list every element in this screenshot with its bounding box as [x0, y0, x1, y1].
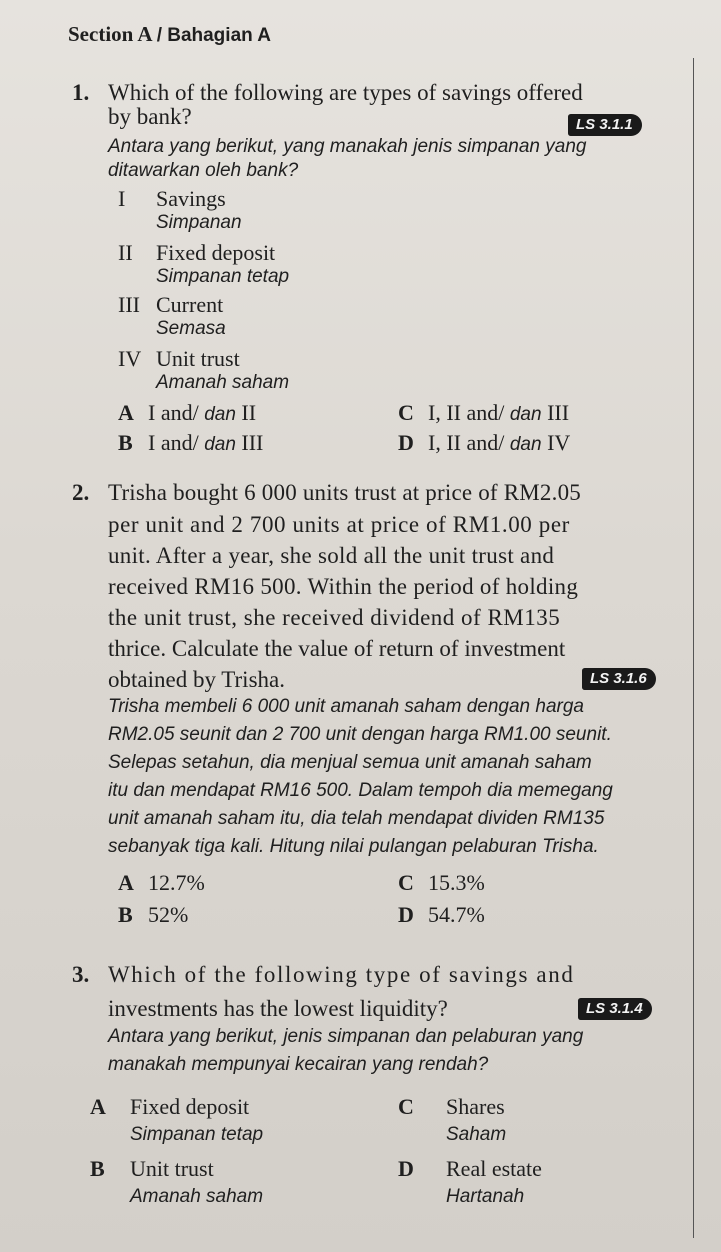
q1-item-4-ms: Amanah saham: [156, 372, 290, 393]
q3-ms-line2: manakah mempunyai kecairan yang rendah?: [108, 1054, 489, 1075]
option-text: 15.3%: [428, 870, 485, 895]
q3-option-c[interactable]: [398, 1094, 505, 1120]
q1-item-1: [118, 186, 226, 212]
option-text: I, II and/: [428, 430, 510, 455]
option-text: I, II and/: [428, 400, 510, 425]
q2-option-c[interactable]: [398, 870, 485, 896]
q3-ms-line1: Antara yang berikut, jenis simpanan dan pelaburan yang: [108, 1026, 584, 1047]
roman-numeral: I: [118, 186, 126, 211]
q2-ms-line: Trisha membeli 6 000 unit amanah saham dengan harga: [108, 696, 584, 717]
q3-number: 3.: [72, 962, 90, 987]
option-letter: B: [118, 902, 133, 927]
item-en: Savings: [156, 186, 226, 211]
q1-option-b[interactable]: [118, 430, 263, 456]
option-text: I and/: [148, 400, 205, 425]
q2-ls-badge: LS 3.1.6: [582, 668, 656, 690]
option-letter: A: [118, 400, 134, 425]
q3-option-a-ms: Simpanan tetap: [130, 1124, 264, 1145]
option-letter: A: [90, 1094, 106, 1119]
q2-ms-line: Selepas setahun, dia menjual semua unit amanah saham: [108, 752, 592, 773]
option-text: I and/: [148, 430, 205, 455]
option-text-end: III: [541, 400, 570, 425]
option-letter: D: [398, 902, 414, 927]
q1-item-2: [118, 240, 275, 266]
roman-numeral: IV: [118, 346, 142, 371]
q2-option-d[interactable]: [398, 902, 485, 928]
q2-text-line: thrice. Calculate the value of return of investment: [108, 636, 566, 661]
q3-ls-badge: LS 3.1.4: [578, 998, 652, 1020]
section-title-ms: Bahagian A: [167, 25, 272, 46]
q1-item-4: [118, 346, 240, 372]
roman-numeral: II: [118, 240, 133, 265]
option-text-ms: dan: [204, 434, 236, 455]
q2-number: 2.: [72, 480, 90, 505]
item-en: Fixed deposit: [156, 240, 276, 265]
option-letter: D: [398, 1156, 414, 1181]
q2-option-a[interactable]: [118, 870, 205, 896]
margin-line: [693, 58, 694, 1238]
option-letter: B: [118, 430, 133, 455]
option-text-end: IV: [541, 430, 571, 455]
option-text: Real estate: [446, 1156, 542, 1181]
q1-number: 1.: [72, 80, 90, 105]
option-text-ms: dan: [509, 404, 542, 425]
q3-option-b[interactable]: [90, 1156, 214, 1182]
q1-option-c[interactable]: [398, 400, 569, 426]
q1-item-2-ms: Simpanan tetap: [156, 266, 290, 287]
q2-ms-line: itu dan mendapat RM16 500. Dalam tempoh dia memegang: [108, 780, 613, 801]
q1-text-line2: by bank?: [108, 104, 192, 129]
section-title-en: Section A: [68, 22, 152, 46]
option-text: 12.7%: [148, 870, 205, 895]
q2-ms-line: sebanyak tiga kali. Hitung nilai pulangan pelaburan Trisha.: [108, 836, 599, 857]
q1-item-3-ms: Semasa: [156, 318, 226, 339]
option-text-ms: dan: [204, 404, 236, 425]
q1-ms-line1: Antara yang berikut, yang manakah jenis simpanan yang: [108, 136, 587, 157]
roman-numeral: III: [118, 292, 140, 317]
q2-text-line: received RM16 500. Within the period of holding: [108, 574, 579, 599]
option-letter: C: [398, 870, 414, 895]
q1-item-1-ms: Simpanan: [156, 212, 242, 233]
section-separator: /: [156, 25, 162, 46]
q2-text-line: obtained by Trisha.: [108, 667, 285, 692]
q2-text-line: per unit and 2 700 units at price of RM1.00 per: [108, 512, 570, 537]
q2-ms-line: RM2.05 seunit dan 2 700 unit dengan harga RM1.00 seunit.: [108, 724, 612, 745]
option-text-end: III: [235, 430, 264, 455]
section-header: [68, 22, 271, 47]
option-letter: D: [398, 430, 414, 455]
option-text: 54.7%: [428, 902, 485, 927]
q2-text-line: the unit trust, she received dividend of RM135: [108, 605, 561, 630]
option-text-ms: dan: [509, 434, 542, 455]
option-text: Shares: [446, 1094, 505, 1119]
q2-text-line: unit. After a year, she sold all the unit trust and: [108, 543, 555, 568]
option-text-end: II: [235, 400, 257, 425]
q1-ms-line2: ditawarkan oleh bank?: [108, 160, 299, 181]
q3-option-d-ms: Hartanah: [446, 1186, 525, 1207]
q1-option-d[interactable]: [398, 430, 570, 456]
option-text: 52%: [148, 902, 189, 927]
item-en: Unit trust: [156, 346, 240, 371]
option-letter: B: [90, 1156, 105, 1181]
q3-option-c-ms: Saham: [446, 1124, 507, 1145]
option-letter: C: [398, 400, 414, 425]
option-text: Fixed deposit: [130, 1094, 250, 1119]
q3-text-line2: investments has the lowest liquidity?: [108, 996, 448, 1021]
q1-option-a[interactable]: [118, 400, 256, 426]
q1-item-3: [118, 292, 223, 318]
q3-option-b-ms: Amanah saham: [130, 1186, 264, 1207]
q1-ls-badge: LS 3.1.1: [568, 114, 642, 136]
q1-text-line1: Which of the following are types of savings offered: [108, 80, 583, 105]
q3-option-a[interactable]: [90, 1094, 249, 1120]
q2-option-b[interactable]: [118, 902, 188, 928]
q2-ms-line: unit amanah saham itu, dia telah mendapat dividen RM135: [108, 808, 605, 829]
option-letter: C: [398, 1094, 414, 1119]
q3-text-line1: Which of the following type of savings and: [108, 962, 575, 987]
option-letter: A: [118, 870, 134, 895]
q2-text-line: Trisha bought 6 000 units trust at price of RM2.05: [108, 480, 581, 505]
q3-option-d[interactable]: [398, 1156, 542, 1182]
item-en: Current: [156, 292, 224, 317]
option-text: Unit trust: [130, 1156, 214, 1181]
